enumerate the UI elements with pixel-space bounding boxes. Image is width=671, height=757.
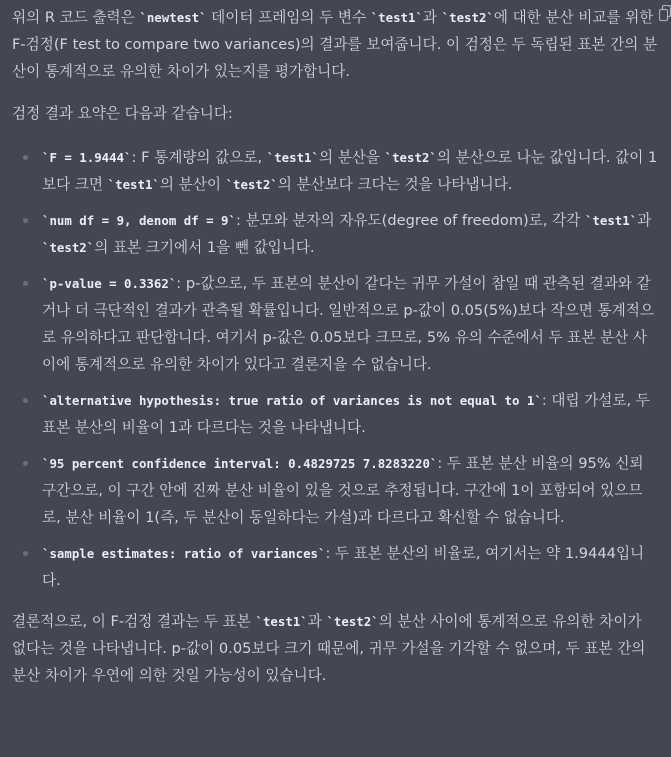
item-code: `test2` xyxy=(42,240,95,255)
conclusion-code-1: `test1` xyxy=(255,614,308,629)
list-item-f-statistic xyxy=(12,144,660,198)
message-content xyxy=(12,4,660,689)
conclusion-paragraph xyxy=(12,608,660,689)
list-item-p-value xyxy=(12,270,660,378)
summary-paragraph: 검정 결과 요약은 다음과 같습니다: xyxy=(12,105,233,122)
item-code: `95 percent confidence interval: 0.4829725 7.8283220` xyxy=(42,456,438,471)
list-item-sample-estimates xyxy=(12,540,660,594)
intro-text-4: 에 대한 분산 비교를 위한 F-검정(F test to compare two variances)의 결과를 보여줍니다. 이 검정은 두 독립된 표본 간의 분산이 통계적으로 유의한 차이가 있는지를 평가합니다. xyxy=(12,9,658,80)
list-item-alternative-hypothesis xyxy=(12,387,660,441)
list-item-confidence-interval xyxy=(12,450,660,531)
item-text: 의 분산으로 나눈 값입니다. 값이 1보다 크면 xyxy=(42,149,658,193)
result-list xyxy=(12,144,660,594)
conclusion-text-3: 의 분산 사이에 통계적으로 유의한 차이가 없다는 것을 나타냅니다. p-값이 0.05보다 크기 때문에, 귀무 가설을 기각할 수 없으며, 두 표본 간의 분산 차이가 우연에 의한 것일 가능성이 있습니다. xyxy=(12,613,646,684)
item-text: : 두 표본 분산의 비율로, 여기서는 약 1.9444입니다. xyxy=(42,545,645,589)
intro-text-1: 위의 R 코드 출력은 xyxy=(12,9,140,26)
item-text: 의 분산을 xyxy=(318,149,385,166)
item-code: `test1` xyxy=(584,213,638,228)
intro-text-3: 과 xyxy=(422,9,442,26)
item-text: 과 xyxy=(637,212,652,229)
item-text: 의 표본 크기에서 1을 뺀 값입니다. xyxy=(94,239,315,256)
item-code: `test2` xyxy=(225,177,278,192)
item-code: `sample estimates: ratio of variances` xyxy=(42,546,326,561)
item-text: : 분모와 분자의 자유도(degree of freedom)로, 각각 xyxy=(235,212,585,229)
item-code: `test2` xyxy=(384,150,437,165)
intro-paragraph xyxy=(12,4,660,85)
item-code: `p-value = 0.3362` xyxy=(42,276,177,291)
item-text: 의 분산보다 크다는 것을 나타냅니다. xyxy=(277,176,513,193)
item-text: 의 분산이 xyxy=(159,176,226,193)
item-code: `num df = 9, denom df = 9` xyxy=(42,213,236,228)
copy-icon[interactable] xyxy=(659,5,671,23)
item-code: `test1` xyxy=(266,150,319,165)
conclusion-code-2: `test2` xyxy=(326,614,379,629)
list-item-degrees-of-freedom xyxy=(12,207,660,261)
intro-text-2: 데이터 프레임의 두 변수 xyxy=(206,9,371,26)
intro-code-1: `newtest` xyxy=(139,10,207,25)
item-text: : F 통계량의 값으로, xyxy=(131,149,267,166)
item-code: `test1` xyxy=(107,177,160,192)
conclusion-text-1: 결론적으로, 이 F-검정 결과는 두 표본 xyxy=(12,613,256,630)
item-code: `F = 1.9444` xyxy=(42,150,132,165)
item-text: : 대립 가설로, 두 표본 분산의 비율이 1과 다르다는 것을 나타냅니다. xyxy=(42,392,650,436)
item-text: : 두 표본 분산 비율의 95% 신뢰 구간으로, 이 구간 안에 진짜 분산 비율이 있을 것으로 추정됩니다. 구간에 1이 포함되어 있으므로, 분산 비율이 1(즉, 두 분산이 동일하다는 가설)과 다르다고 확신할 수 없습니다. xyxy=(42,455,644,526)
intro-code-3: `test2` xyxy=(441,10,494,25)
conclusion-text-2: 과 xyxy=(307,613,327,630)
item-text: : p-값으로, 두 표본의 분산이 같다는 귀무 가설이 참일 때 관측된 결과와 같거나 더 극단적인 결과가 관측될 확률입니다. 일반적으로 p-값이 0.05(5%)보다 작으면 통계적으로 유의하다고 판단합니다. 여기서 p-값은 0.05보다 크므로, 5% 유의 수준에서 두 표본 분산 사이에 통계적으로 유의한 차이가 있다고 결론지을 수 없습니다. xyxy=(42,275,654,373)
item-code: `alternative hypothesis: true ratio of variances is not equal to 1` xyxy=(42,393,542,408)
intro-code-2: `test1` xyxy=(370,10,423,25)
